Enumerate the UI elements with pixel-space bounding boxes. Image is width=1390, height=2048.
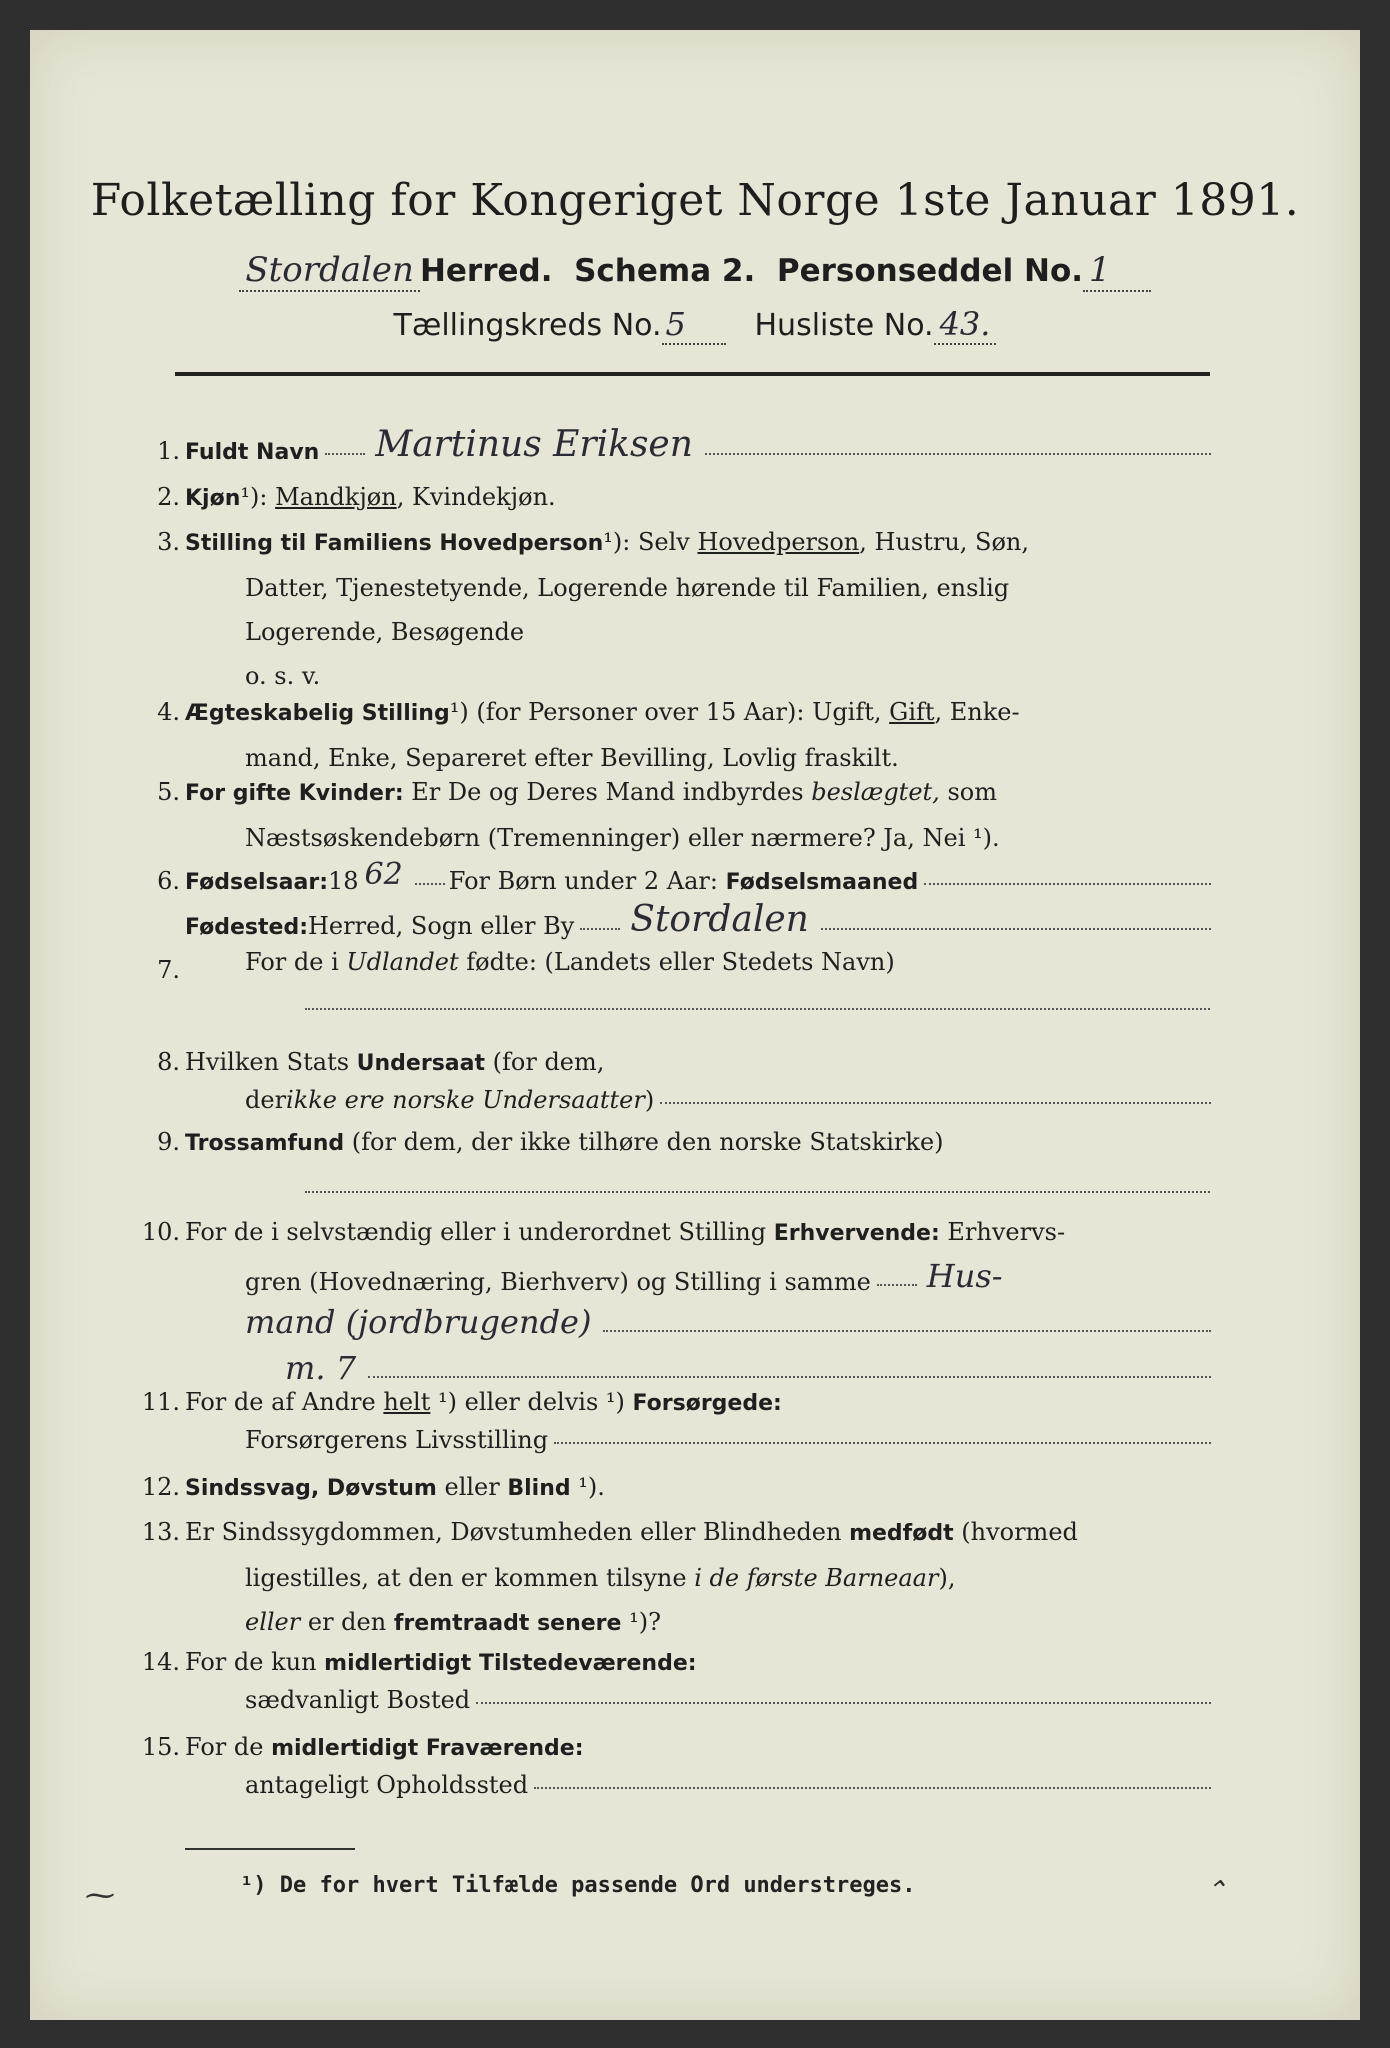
header-line-kreds xyxy=(0,305,1390,345)
item-10-occupation: 10. For de i selvstændig eller i underordnet Stilling Erhvervende: Erhvervs- gren (Hovednæring, Bierhverv) og Stilling i samme Hus- mand (jordbrugende) m. 7 xyxy=(185,1210,1215,1388)
husliste-value: 43. xyxy=(934,305,997,345)
item-1-full-name: 1. Fuldt Navn Martinus Eriksen xyxy=(185,425,1215,465)
item-12-disability: 12. Sindssvag, Døvstum eller Blind ¹). xyxy=(141,1473,605,1501)
marital-selected: Gift xyxy=(889,698,935,726)
item-7-blank-line xyxy=(305,1007,1210,1010)
header-line-herred xyxy=(0,250,1390,292)
personseddel-label: Personseddel No. xyxy=(776,253,1084,289)
item-7-birthplace: 7. Fødested: Herred, Sogn eller By Stordalen For de i Udlandet fødte: (Landets eller Stedets Navn) xyxy=(185,900,1215,984)
herred-handwritten: Stordalen xyxy=(239,250,420,292)
position-selected: Hovedperson xyxy=(697,528,860,556)
birth-year-answer: 62 xyxy=(364,857,403,892)
item-14-temporarily-present: 14. For de kun midlertidigt Tilstedeværende: sædvanligt Bosted xyxy=(185,1640,1215,1714)
item-6-birth-year: 6. Fødselsaar: 18 62 For Børn under 2 Aar: Fødselsmaaned xyxy=(185,855,1215,895)
footnote-divider xyxy=(185,1848,355,1850)
item-3-position: 3. Stilling til Familiens Hovedperson¹): Selv Hovedperson, Hustru, Søn, Datter, Tjenestetyende, Logerende hørende til Familien, enslig Logerende, Besøgende o. s. v. xyxy=(157,528,1030,690)
item-5-married-women: 5. For gifte Kvinder: Er De og Deres Mand indbyrdes beslægtet, som Næstsøskendebørn (Tremenninger) eller nærmere? Ja, Nei ¹). xyxy=(157,778,1000,852)
item-8-citizenship: 8. Hvilken Stats Undersaat (for dem, der ikke ere norske Undersaatter ) xyxy=(185,1040,1215,1114)
item-9-religion: 9. Trossamfund (for dem, der ikke tilhøre den norske Statskirke) xyxy=(157,1128,944,1156)
footnote: ¹) De for hvert Tilfælde passende Ord understreges. xyxy=(240,1873,916,1898)
item-11-supported: 11. For de af Andre helt ¹) eller delvis ¹) Forsørgede: Forsørgerens Livsstilling xyxy=(185,1380,1215,1454)
gender-selected: Mandkjøn xyxy=(275,483,397,511)
occupation-answer-1: Hus- xyxy=(926,1257,1003,1295)
item-2-gender: 2. Kjøn¹): Mandkjøn, Kvindekjøn. xyxy=(157,483,556,511)
item-4-marital: 4. Ægteskabelig Stilling¹) (for Personer over 15 Aar): Ugift, Gift, Enke- mand, Enke, Separeret efter Bevilling, Lovlig fraskilt. xyxy=(157,698,1020,772)
birthplace-answer: Stordalen xyxy=(630,899,809,940)
herred-label: Herred. xyxy=(419,253,553,289)
name-answer: Martinus Eriksen xyxy=(375,424,693,465)
kreds-value: 5 xyxy=(662,305,726,345)
pencil-mark-right: ⌃ xyxy=(1205,1876,1227,1906)
item-15-temporarily-absent: 15. For de midlertidigt Fraværende: antageligt Opholdssted xyxy=(185,1725,1215,1799)
pencil-mark-left: ⁓ xyxy=(85,1878,115,1913)
occupation-answer-2: mand (jordbrugende) xyxy=(245,1303,592,1341)
item-9-blank-line xyxy=(305,1190,1210,1193)
husliste-label: Husliste No. xyxy=(754,308,934,343)
occupation-answer-3: m. 7 xyxy=(285,1349,357,1387)
item-13-congenital: 13. Er Sindssygdommen, Døvstumheden eller Blindheden medfødt (hvormed ligestilles, at den er kommen tilsyne i de første Barneaar), eller er den fremtraadt senere ¹)? xyxy=(141,1518,1078,1636)
schema-label: Schema 2. xyxy=(574,253,756,289)
form-title: Folketælling for Kongeriget Norge 1ste Januar 1891. xyxy=(90,175,1300,226)
kreds-label: Tællingskreds No. xyxy=(393,308,662,343)
header-divider xyxy=(175,372,1210,376)
personseddel-value: 1 xyxy=(1083,250,1151,292)
